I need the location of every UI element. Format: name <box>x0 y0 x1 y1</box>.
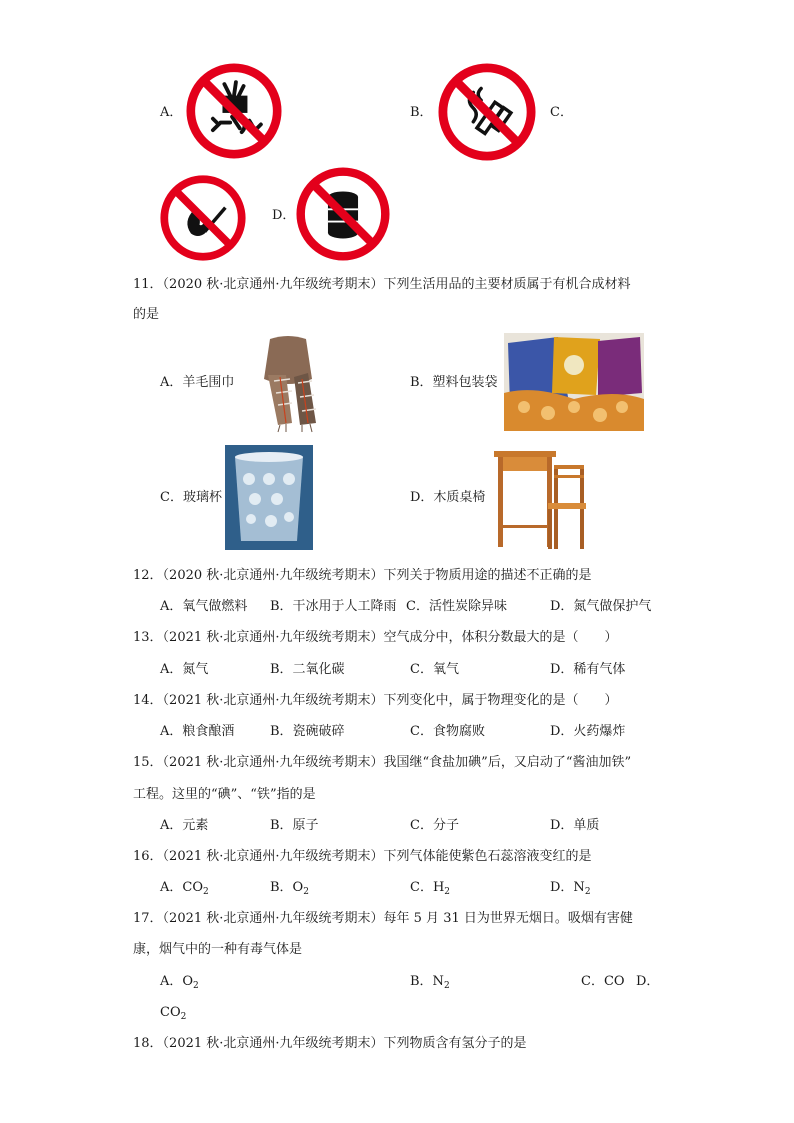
q12-stem: 12．（2020 秋·北京通州·九年级统考期末）下列关于物质用途的描述不正确的是 <box>133 568 592 583</box>
q11-option-d: D．木质桌椅 <box>410 490 486 505</box>
no-open-flame-sign-icon <box>160 175 246 261</box>
q15-option-b: B．原子 <box>270 818 319 833</box>
q17-option-a-text: A．O <box>160 974 194 989</box>
q10-option-d-label: D． <box>272 208 296 223</box>
q13-option-b: B．二氧化碳 <box>270 662 345 677</box>
q17-option-a <box>160 973 199 995</box>
no-smoking-sign-icon <box>438 63 536 161</box>
q15-option-a: A．元素 <box>160 818 209 833</box>
q14-option-a: A．粮食酿酒 <box>160 724 235 739</box>
q17-stem-line1: 17．（2021 秋·北京通州·九年级统考期末）每年 5 月 31 日为世界无烟日。吸烟有害健 <box>133 911 633 926</box>
q16-option-c-subscript: 2 <box>444 887 451 897</box>
q12-option-d: D．氮气做保护气 <box>550 599 652 614</box>
q13-option-c: C．氧气 <box>410 662 459 677</box>
q12-option-c: C．活性炭除异味 <box>406 599 507 614</box>
q16-option-d <box>550 879 591 901</box>
q14-option-c: C．食物腐败 <box>410 724 485 739</box>
q18-stem: 18．（2021 秋·北京通州·九年级统考期末）下列物质含有氢分子的是 <box>133 1036 527 1051</box>
q16-option-a <box>160 879 209 901</box>
q16-option-b-subscript: 2 <box>303 887 309 897</box>
q17-option-d-text: CO <box>160 1005 181 1020</box>
q17-option-b <box>410 973 450 995</box>
q15-stem-line2: 工程。这里的“碘”、“铁”指的是 <box>133 787 316 802</box>
q16-option-b-text: B．O <box>270 880 304 895</box>
q11-stem-line2: 的是 <box>133 307 160 322</box>
q13-option-d: D．稀有气体 <box>550 662 626 677</box>
q16-option-a-subscript: 2 <box>203 887 209 897</box>
q17-option-b-text: B．N <box>410 974 444 989</box>
q11-option-a: A．羊毛围巾 <box>160 375 235 390</box>
q16-option-c <box>410 879 450 901</box>
plastic-snack-bags-image <box>504 333 644 431</box>
wooden-desk-chair-image <box>492 445 590 553</box>
q13-option-a: A．氮气 <box>160 662 209 677</box>
glass-cup-image <box>225 445 313 550</box>
q16-stem: 16．（2021 秋·北京通州·九年级统考期末）下列气体能使紫色石蕊溶液变红的是 <box>133 849 592 864</box>
q11-option-b: B．塑料包装袋 <box>410 375 498 390</box>
q16-option-c-text: C．H <box>410 880 445 895</box>
q14-option-b: B．瓷碗破碎 <box>270 724 345 739</box>
q17-option-c: C．CO <box>581 974 625 989</box>
q17-option-d-label: D． <box>636 974 660 989</box>
q11-option-c: C．玻璃杯 <box>160 490 222 505</box>
q12-option-a: A．氧气做燃料 <box>160 599 248 614</box>
q15-option-c: C．分子 <box>410 818 459 833</box>
q17-option-b-subscript: 2 <box>443 981 450 991</box>
no-fireworks-sign-icon <box>186 63 282 159</box>
q12-option-b: B．干冰用于人工降雨 <box>270 599 397 614</box>
q15-stem-line1: 15．（2021 秋·北京通州·九年级统考期末）我国继“食盐加碘”后，又启动了“酱油加铁” <box>133 755 632 770</box>
q17-stem-line2: 康，烟气中的一种有毒气体是 <box>133 942 303 957</box>
q10-option-b-label: B． <box>410 105 433 120</box>
no-dumping-barrel-sign-icon <box>296 167 390 261</box>
q16-option-a-text: A．CO <box>160 880 203 895</box>
q16-option-d-text: D．N <box>550 880 585 895</box>
q17-option-a-subscript: 2 <box>193 981 199 991</box>
q13-stem: 13．（2021 秋·北京通州·九年级统考期末）空气成分中，体积分数最大的是（ ） <box>133 630 618 645</box>
q10-option-a-label: A． <box>160 105 183 120</box>
q17-option-d <box>160 1004 186 1026</box>
q17-option-d-subscript: 2 <box>180 1012 187 1022</box>
q15-option-d: D．单质 <box>550 818 600 833</box>
q14-option-d: D．火药爆炸 <box>550 724 626 739</box>
wool-scarf-image <box>240 333 336 433</box>
q14-stem: 14．（2021 秋·北京通州·九年级统考期末）下列变化中，属于物理变化的是（ ） <box>133 693 618 708</box>
q16-option-b <box>270 879 309 901</box>
q11-stem-line1: 11．（2020 秋·北京通州·九年级统考期末）下列生活用品的主要材质属于有机合成材料 <box>133 277 631 292</box>
q16-option-d-subscript: 2 <box>584 887 591 897</box>
q10-option-c-label: C． <box>550 105 573 120</box>
